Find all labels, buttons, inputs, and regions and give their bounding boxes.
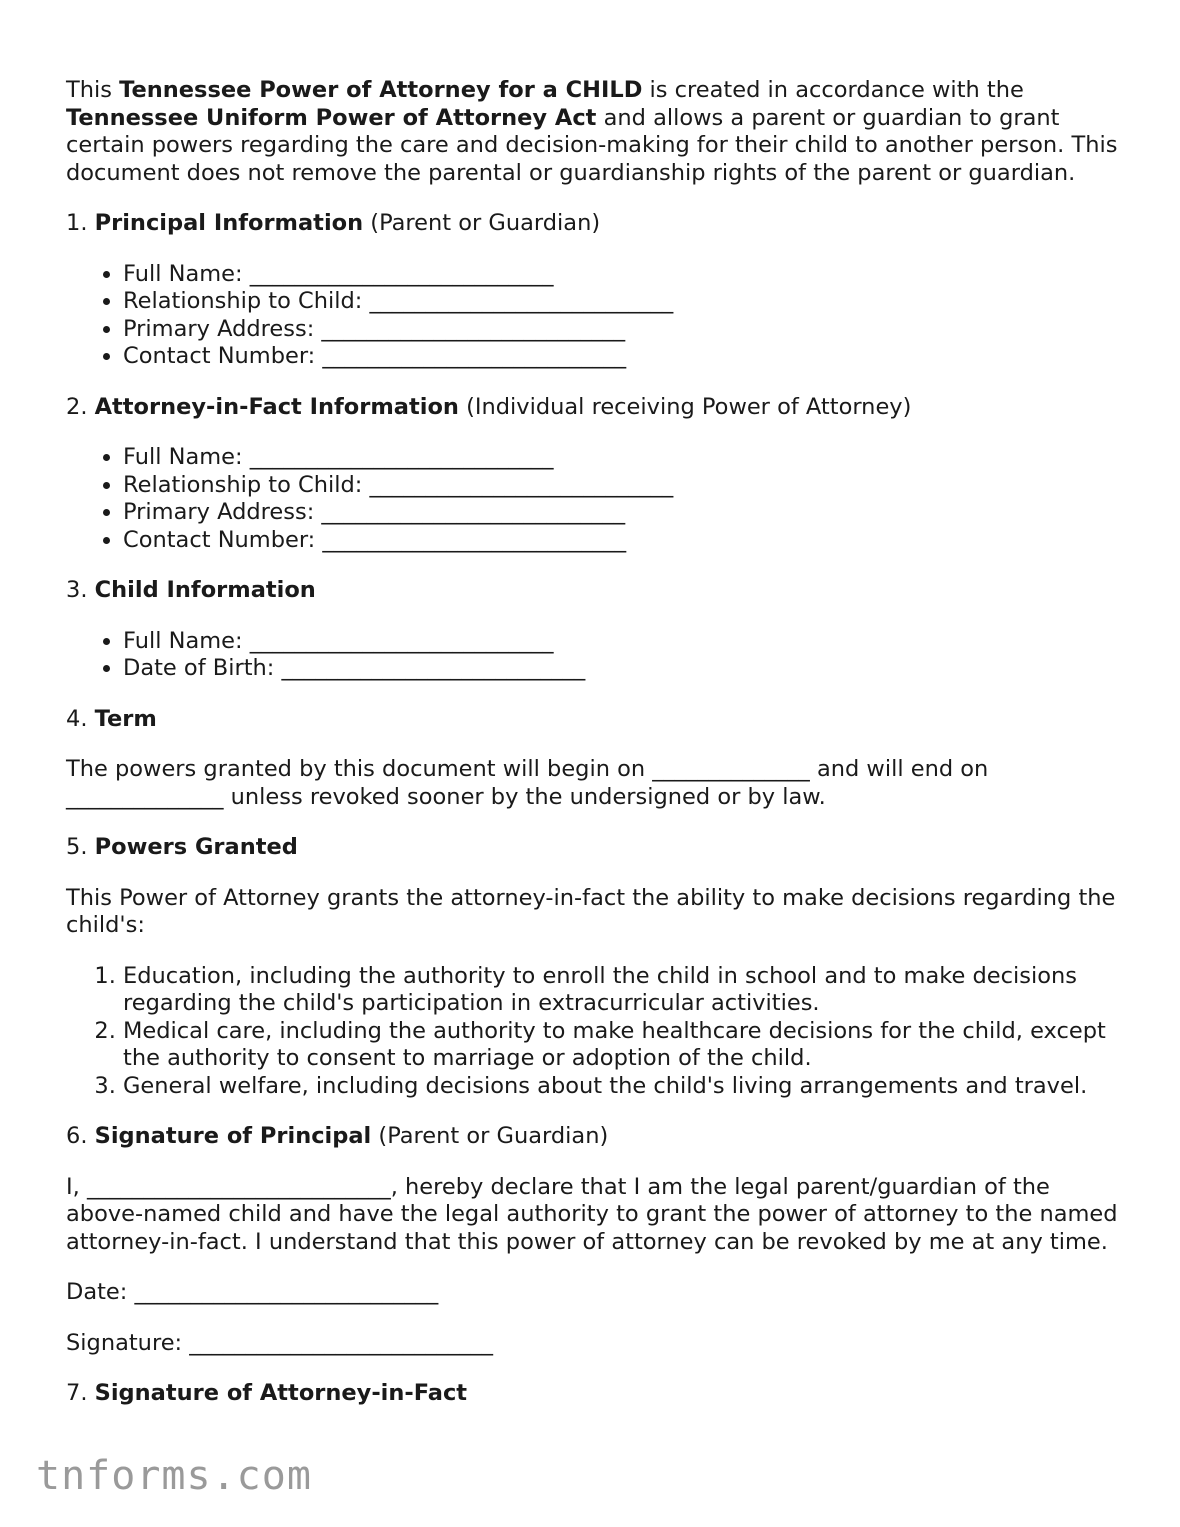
- principal-date-field[interactable]: Date: ___________________________: [66, 1279, 439, 1305]
- section-4-number: 4.: [66, 705, 95, 732]
- intro-text-2: is created in accordance with the: [642, 77, 1024, 103]
- section-5-heading: [66, 834, 1126, 862]
- section-5-title: Powers Granted: [94, 834, 298, 860]
- section-7-heading: [66, 1380, 1126, 1408]
- section-3-number: 3.: [66, 577, 95, 603]
- section-3-heading: [66, 577, 1126, 605]
- child-fields-list: [66, 628, 1126, 683]
- intro-bold-act: Tennessee Uniform Power of Attorney Act: [66, 104, 597, 131]
- section-1-heading: [66, 210, 1126, 238]
- child-dob-field[interactable]: • Date of Birth: ___________________________: [123, 655, 1126, 683]
- section-6-title: Signature of Principal: [94, 1123, 372, 1149]
- section-5-number: 5.: [66, 834, 95, 860]
- term-paragraph[interactable]: The powers granted by this document will begin on ______________ and will end on ______________ unless revoked sooner by the undersigned or by law.: [66, 756, 989, 810]
- attorney-address-field[interactable]: • Primary Address: ___________________________: [123, 499, 1126, 527]
- attorney-fields-list: [66, 444, 1126, 554]
- declaration-paragraph[interactable]: I, ___________________________, hereby declare that I am the legal parent/guardian of the above-named child and have the legal authority to grant the power of attorney to the named attorney-in-fact. I understand that this power of attorney can be revoked by me at any time.: [66, 1173, 1118, 1255]
- intro-text-1: This: [66, 77, 120, 103]
- principal-relationship-field[interactable]: • Relationship to Child: ___________________________: [123, 288, 1126, 316]
- intro-text-3: and allows a parent or guardian to grant certain powers regarding the care and decision-making for their child to another person. This document does not remove the parental or guardianship rights of the parent or guardian.: [66, 104, 1118, 186]
- attorney-full-name-field[interactable]: • Full Name: ___________________________: [123, 444, 1126, 472]
- section-6-number: 6.: [66, 1123, 95, 1149]
- principal-contact-field[interactable]: • Contact Number: ___________________________: [123, 343, 1126, 371]
- principal-full-name-field[interactable]: • Full Name: ___________________________: [123, 261, 1126, 289]
- intro-bold-title: Tennessee Power of Attorney for a CHILD: [119, 77, 643, 103]
- section-2-subtitle: (Individual receiving Power of Attorney): [458, 393, 912, 420]
- section-6-heading: [66, 1123, 1126, 1151]
- section-6-subtitle: (Parent or Guardian): [371, 1123, 609, 1149]
- powers-intro-paragraph: This Power of Attorney grants the attorney-in-fact the ability to make decisions regarding the child's:: [66, 884, 1116, 938]
- intro-paragraph: [66, 77, 1126, 187]
- site-watermark: tnforms.com: [36, 1453, 312, 1499]
- section-3-title: Child Information: [94, 577, 316, 603]
- document-body: [66, 77, 1126, 1431]
- power-education-item: 1. Education, including the authority to enroll the child in school and to make decisions regarding the child's participation in extracurricular activities.: [123, 963, 1126, 1018]
- section-2-title: Attorney-in-Fact Information: [94, 393, 459, 420]
- attorney-contact-field[interactable]: • Contact Number: ___________________________: [123, 527, 1126, 555]
- principal-signature-field[interactable]: Signature: ___________________________: [66, 1329, 494, 1356]
- section-2-heading: [66, 394, 1126, 422]
- section-1-subtitle: (Parent or Guardian): [363, 210, 601, 236]
- power-welfare-item: 3. General welfare, including decisions about the child's living arrangements and travel.: [123, 1073, 1126, 1101]
- child-full-name-field[interactable]: • Full Name: ___________________________: [123, 628, 1126, 656]
- section-4-heading: [66, 706, 1126, 734]
- section-1-number: 1.: [66, 210, 95, 236]
- power-medical-item: 2. Medical care, including the authority to make healthcare decisions for the child, except the authority to consent to marriage or adoption of the child.: [123, 1018, 1126, 1073]
- attorney-relationship-field[interactable]: • Relationship to Child: ___________________________: [123, 472, 1126, 500]
- principal-fields-list: [66, 261, 1126, 371]
- section-1-title: Principal Information: [94, 210, 364, 236]
- powers-list: [66, 963, 1126, 1101]
- section-7-title: Signature of Attorney-in-Fact: [94, 1380, 468, 1406]
- section-7-number: 7.: [66, 1380, 95, 1406]
- section-2-number: 2.: [66, 393, 95, 420]
- section-4-title: Term: [94, 705, 157, 732]
- principal-address-field[interactable]: • Primary Address: ___________________________: [123, 316, 1126, 344]
